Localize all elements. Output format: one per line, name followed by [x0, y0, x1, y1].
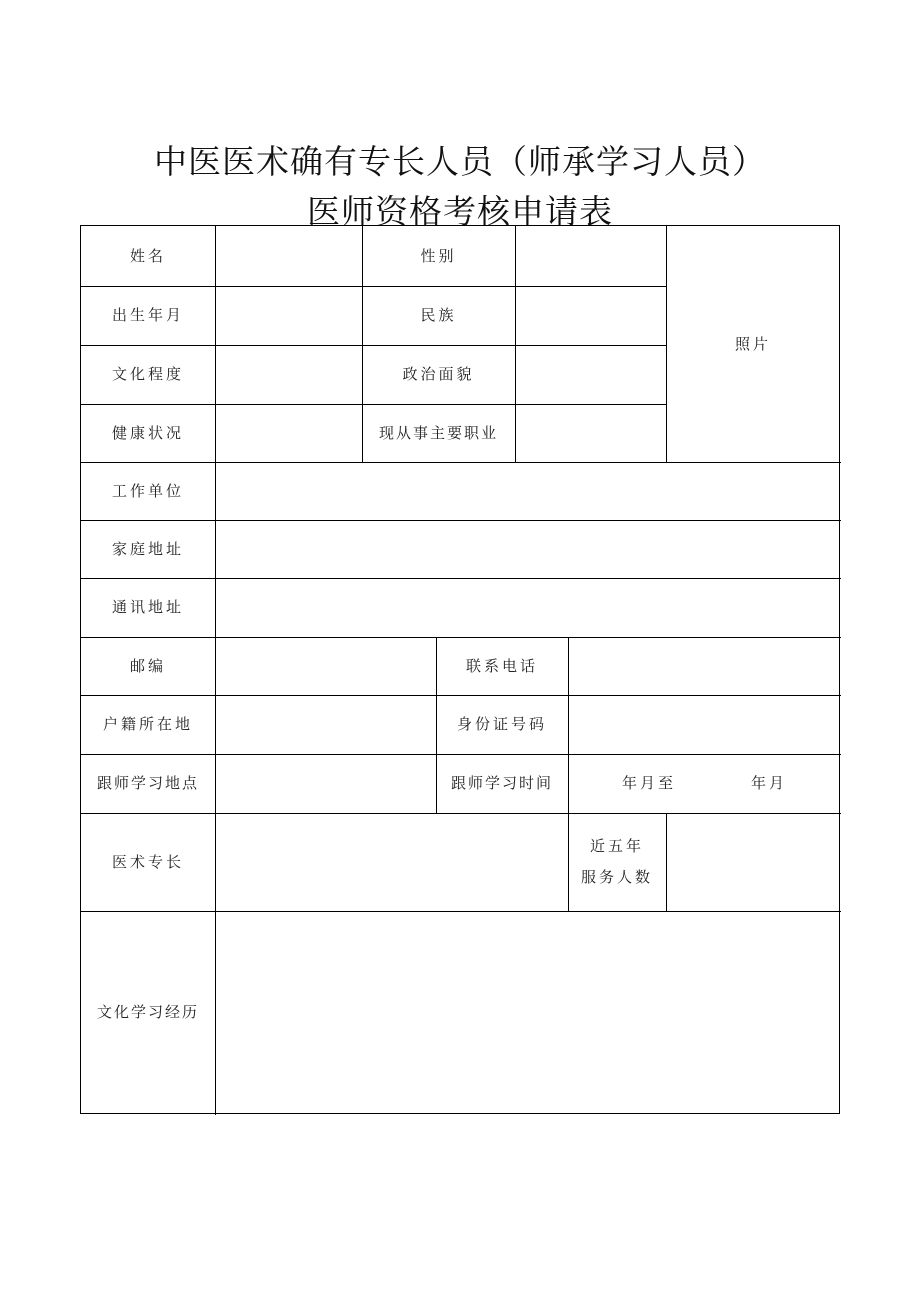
home-address-field[interactable] [216, 521, 840, 577]
occupation-field[interactable] [516, 405, 665, 461]
gender-field[interactable] [516, 227, 665, 285]
birth-field[interactable] [216, 287, 361, 344]
workplace-label: 工作单位 [111, 481, 184, 500]
political-label: 政治面貌 [402, 365, 475, 383]
name-label: 姓名 [129, 246, 166, 265]
gender-label: 性别 [420, 246, 457, 265]
study-time-label: 跟师学习时间 [450, 774, 553, 792]
period-from-text[interactable]: 年月至 [621, 774, 676, 792]
education-field[interactable] [216, 346, 361, 403]
hukou-field[interactable] [216, 696, 435, 753]
mail-address-field[interactable] [216, 579, 840, 636]
study-place-field[interactable] [216, 755, 435, 812]
study-place-label: 跟师学习地点 [96, 774, 199, 792]
served-count-label-line1: 近五年 [589, 837, 644, 855]
id-number-field[interactable] [569, 696, 840, 753]
occupation-label: 现从事主要职业 [378, 423, 498, 442]
study-history-field[interactable] [216, 912, 840, 1113]
form-title-line1: 中医医术确有专长人员（师承学习人员） [154, 142, 766, 181]
photo-box[interactable]: 照片 [734, 334, 771, 353]
birth-label: 出生年月 [111, 306, 184, 324]
period-to-text[interactable]: 年月 [750, 774, 787, 792]
hukou-label: 户籍所在地 [102, 715, 193, 733]
specialty-label: 医术专长 [111, 852, 184, 871]
phone-field[interactable] [569, 638, 840, 694]
education-label: 文化程度 [111, 365, 184, 383]
workplace-field[interactable] [216, 463, 840, 519]
health-label: 健康状况 [111, 423, 184, 442]
application-form-table [80, 225, 840, 1114]
id-number-label: 身份证号码 [456, 715, 547, 733]
form-title-line2: 医师资格考核申请表 [307, 192, 613, 231]
specialty-field[interactable] [216, 814, 567, 910]
ethnicity-label: 民族 [420, 306, 457, 324]
health-field[interactable] [216, 405, 361, 461]
political-field[interactable] [516, 346, 665, 403]
phone-label: 联系电话 [465, 656, 538, 675]
served-count-field[interactable] [667, 814, 840, 910]
served-count-label-line2: 服务人数 [580, 868, 653, 886]
mail-address-label: 通讯地址 [111, 598, 184, 616]
name-field[interactable] [216, 227, 361, 285]
ethnicity-field[interactable] [516, 287, 665, 344]
served-count-label [568, 813, 666, 911]
postcode-field[interactable] [216, 638, 435, 694]
postcode-label: 邮编 [129, 656, 166, 675]
home-address-label: 家庭地址 [111, 539, 184, 558]
study-history-label: 文化学习经历 [96, 1003, 199, 1021]
